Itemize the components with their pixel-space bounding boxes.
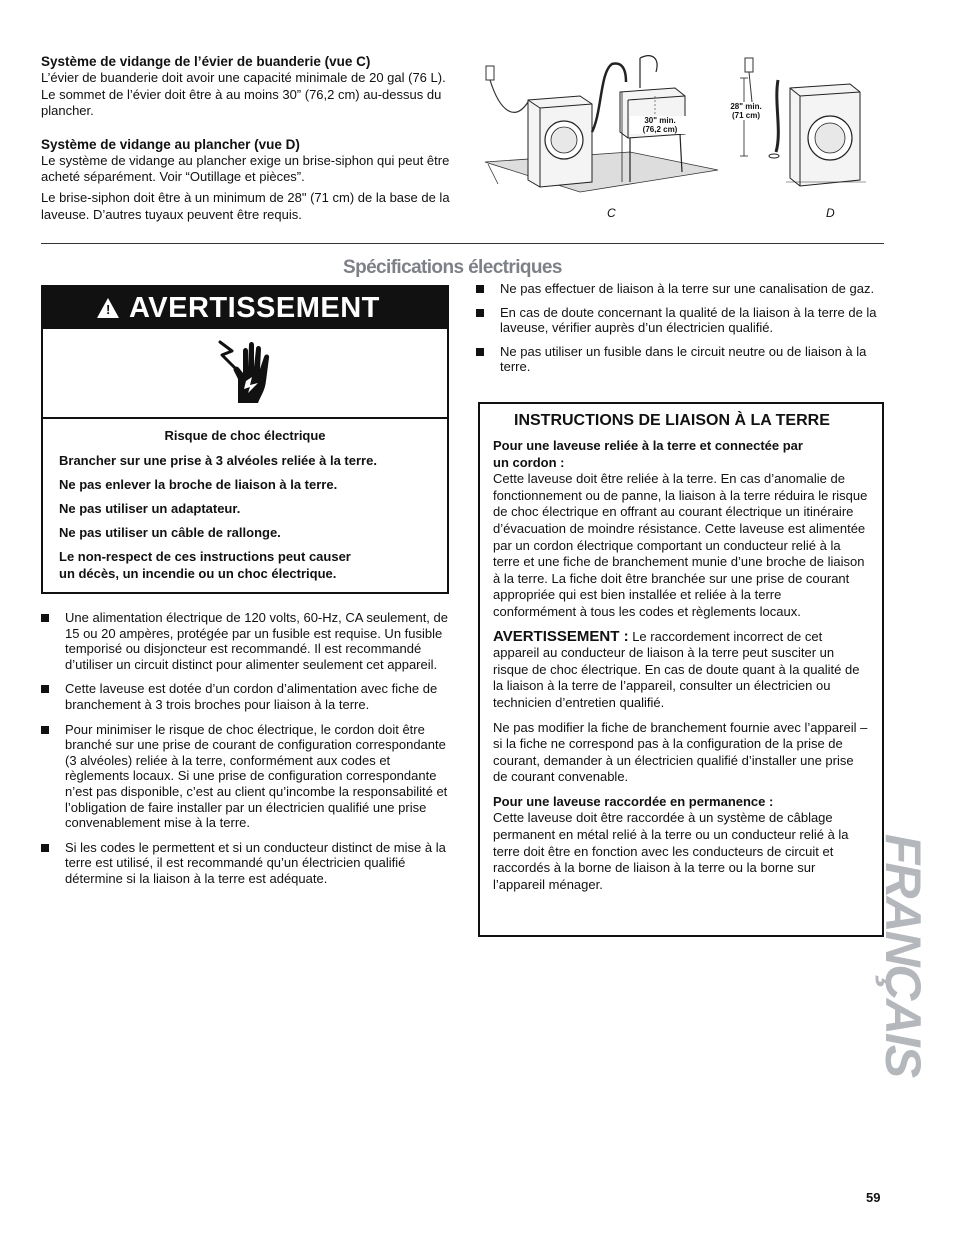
grounding-instructions-box (478, 402, 884, 937)
floor-drain-body-1: Le système de vidange au plancher exige un brise-siphon qui peut être acheté séparément. Voir “Outillage et pièces”. (41, 152, 450, 185)
bullet-square-icon (41, 614, 49, 622)
grounding-title: INSTRUCTIONS DE LIAISON À LA TERRE (514, 412, 830, 429)
corded-heading-2: un cordon : (493, 454, 565, 470)
grounding-warning-body: Le raccordement incorrect de cet appareil au conducteur de liaison à la terre peut susciter un risque de choc électrique. En cas de doute quant à la qualité de la liaison à la terre de l’appareil, consulter un électricien ou technicien d’entretien qualifié. (493, 628, 860, 710)
bullet-square-icon (476, 285, 484, 293)
sink-drain-body: L’évier de buanderie doit avoir une capacité minimale de 20 gal (76 L). Le sommet de l’évier doit être à au moins 30” (76,2 cm) au-dessus du plancher. (41, 70, 446, 119)
section-title: Spécifications électriques (343, 257, 562, 278)
figure-c-label: C (607, 206, 616, 220)
d-measurement (726, 102, 766, 120)
section-divider (41, 243, 884, 244)
language-side-tab (868, 833, 938, 1077)
c-measurement (630, 116, 690, 134)
warning-hazard: Risque de choc électrique (164, 428, 326, 443)
left-bullet-list (41, 610, 449, 887)
c-measure-line-1: 30" min. (644, 116, 676, 125)
side-tab-label: FRANÇAIS (875, 833, 931, 1077)
warning-line-4: Ne pas utiliser un câble de rallonge. (59, 525, 281, 540)
sink-drain-heading: Système de vidange de l’évier de buanderie (vue C) (41, 54, 371, 69)
warning-line-3: Ne pas utiliser un adaptateur. (59, 501, 241, 516)
laundry-sink-illustration (480, 52, 725, 222)
warning-triangle-icon: ! (97, 298, 119, 318)
warning-header (43, 287, 447, 329)
bullet-square-icon (41, 685, 49, 693)
warning-body (43, 419, 447, 582)
warning-icon-area (43, 329, 447, 419)
corded-heading-1: Pour une laveuse reliée à la terre et connectée par (493, 438, 803, 453)
drain-text-block (41, 53, 451, 223)
figure-d (728, 52, 868, 222)
electric-shock-hand-icon (210, 337, 280, 409)
right-bullet-list (476, 281, 884, 375)
corded-body: Cette laveuse doit être reliée à la terre. En cas d’anomalie de fonctionnement ou de panne, la liaison à la terre réduira le risque de choc électrique en offrant au courant électrique un itinéraire d’évacuation de moindre résistance. Cette laveuse est alimentée par un cordon électrique comportant un conducteur relié à la terre et une fiche de branchement munie d’une broche de liaison à la terre. La fiche doit être branchée sur une prise de courant appropriée qui est bien installée et reliée à la terre conformément à tous les codes et règlements locaux. (493, 471, 868, 619)
d-measure-line-1: 28" min. (730, 102, 762, 111)
warning-consequence-1: Le non-respect de ces instructions peut causer (59, 549, 351, 564)
grounding-warning (493, 629, 868, 712)
figure-d-label: D (826, 206, 835, 220)
bullet-square-icon (476, 348, 484, 356)
list-item: Cette laveuse est dotée d’un cordon d’alimentation avec fiche de branchement à 3 trois broches pour liaison à la terre. (41, 681, 449, 712)
bullet-square-icon (41, 726, 49, 734)
plug-body: Ne pas modifier la fiche de branchement fournie avec l’appareil – si la fiche ne correspond pas à la configuration de la prise de courant, demander à un électricien qualifié d’installer une prise de courant convenable. (493, 719, 868, 785)
floor-drain-heading: Système de vidange au plancher (vue D) (41, 136, 300, 152)
permanent-body: Cette laveuse doit être raccordée à un système de câblage permanent en métal relié à la terre ou un conducteur relié à la terre doit être en fonction avec les conducteurs de circuit et raccordés à la borne de liaison à la terre ou la borne sur l’appareil ménager. (493, 810, 849, 892)
page-number: 59 (866, 1190, 881, 1205)
list-item: Si les codes le permettent et si un conducteur distinct de mise à la terre est utilisé, il est recommandé qu’un électricien qualifié détermine si la liaison à la terre est adéquate. (41, 840, 449, 887)
warning-consequence-2: un décès, un incendie ou un choc électrique. (59, 566, 337, 581)
bullet-square-icon (476, 309, 484, 317)
grounding-warning-label: AVERTISSEMENT : (493, 627, 629, 645)
c-measure-line-2: (76,2 cm) (642, 125, 678, 134)
floor-drain-illustration (728, 52, 868, 222)
bullet-square-icon (41, 844, 49, 852)
list-item: En cas de doute concernant la qualité de la liaison à la terre de la laveuse, vérifier auprès d’un électricien qualifié. (476, 305, 884, 336)
warning-line-1: Brancher sur une prise à 3 alvéoles reliée à la terre. (59, 453, 377, 468)
list-item: Ne pas effectuer de liaison à la terre sur une canalisation de gaz. (476, 281, 884, 297)
d-measure-line-2: (71 cm) (731, 111, 760, 120)
list-item: Ne pas utiliser un fusible dans le circuit neutre ou de liaison à la terre. (476, 344, 884, 375)
permanent-heading: Pour une laveuse raccordée en permanence : (493, 793, 774, 809)
list-item: Une alimentation électrique de 120 volts, 60-Hz, CA seulement, de 15 ou 20 ampères, protégée par un fusible est requise. Un fusible temporisé ou disjoncteur est recommandé. Il est recommandé d’utiliser un circuit distinct pour alimenter seulement cet appareil. (41, 610, 449, 672)
warning-box (41, 285, 449, 594)
floor-drain-body-2: Le brise-siphon doit être à un minimum de 28" (71 cm) de la base de la laveuse. D’autres tuyaux peuvent être requis. (41, 189, 450, 222)
warning-line-2: Ne pas enlever la broche de liaison à la terre. (59, 477, 338, 492)
figure-c (480, 52, 725, 222)
list-item: Pour minimiser le risque de choc électrique, le cordon doit être branché sur une prise de courant de configuration correspondante (3 alvéoles) reliée à la terre, conformément aux codes et règlements locaux. Si une prise de configuration correspondante n’est pas disponible, c’est au client qu’incombe la responsabilité et l’obligation de faire installer par un électricien qualifié une prise convenablement mise à la terre. (41, 722, 449, 831)
warning-title: AVERTISSEMENT (129, 291, 380, 324)
